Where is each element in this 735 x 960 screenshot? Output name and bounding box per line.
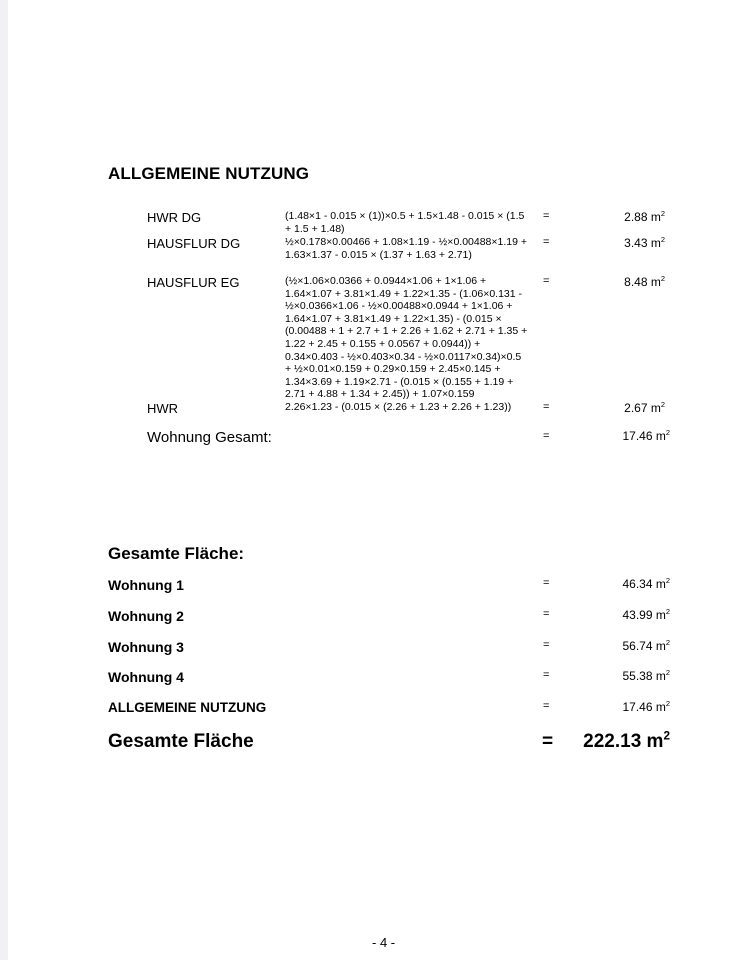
room-area: 2.88 $m^2$ xyxy=(624,209,665,224)
gesamt-row-label: Wohnung 2 xyxy=(108,608,184,624)
equals-sign: = xyxy=(543,430,550,442)
gesamt-row-value: 46.34 $m^2$ xyxy=(622,576,670,591)
wohnung-gesamt-label: Wohnung Gesamt: xyxy=(147,429,272,446)
page-number: - 4 - xyxy=(372,935,396,950)
equals-sign: = xyxy=(542,731,554,752)
room-name: HAUSFLUR DG xyxy=(147,236,241,251)
gesamt-total-value: 222.13 $m^2$ xyxy=(583,729,670,752)
wohnung-gesamt-value: 17.46 $m^2$ xyxy=(622,428,670,443)
equals-sign: = xyxy=(543,210,550,222)
equals-sign: = xyxy=(543,236,550,248)
room-formula: 2.26×1.23 - (0.015 × (2.26 + 1.23 + 2.26 + 1.23)) xyxy=(285,401,512,413)
room-name: HWR xyxy=(147,401,179,416)
gesamt-row-label: ALLGEMEINE NUTZUNG xyxy=(108,700,267,715)
equals-sign: = xyxy=(543,577,550,589)
equals-sign: = xyxy=(543,669,550,681)
gesamt-row-label: Wohnung 1 xyxy=(108,577,184,593)
section-title: ALLGEMEINE NUTZUNG xyxy=(108,164,310,183)
room-name: HWR DG xyxy=(147,210,202,225)
room-area: 2.67 $m^2$ xyxy=(624,400,665,415)
room-formula: (½×1.06×0.0366 + 0.0944×1.06 + 1×1.06 + 1.64×1.07 + 3.81×1.49 + 1.22×1.35 - (1.06×0.131 - ½×0.0366×1.06 - ½×0.00488×0.0944 + 1×1.06 + 1.64×1.07 + 3.81×1.49 + 1.22×1.35) - (0.015 × (0.00488 + 1 + 2.7 + 1 + 2.26 + 1.62 + 2.71 + 1.35 + 1.22 + 2.45 + 0.155 + 0.0567 + 0.0944)) + 0.34×0.403 - ½×0.403×0.34 - ½×0.0117×0.34)×0.5 + ½×0.01×0.159 + 0.29×0.159 + 2.45×0.145 + 1.34×3.69 + 1.19×2.71 - (0.015 × (0.155 + 1.19 + 2.71 + 4.88 + 1.34 + 2.45)) + 1.07×0.159 xyxy=(285,275,528,401)
gesamt-row-value: 43.99 $m^2$ xyxy=(622,607,670,622)
gesamt-heading: Gesamte Fläche: xyxy=(108,544,245,563)
gesamt-row-label: Wohnung 3 xyxy=(108,639,184,655)
equals-sign: = xyxy=(543,275,550,287)
equals-sign: = xyxy=(543,608,550,620)
gesamt-row-value: 56.74 $m^2$ xyxy=(622,638,670,653)
equals-sign: = xyxy=(543,639,550,651)
equals-sign: = xyxy=(543,401,550,413)
gesamt-row-label: Wohnung 4 xyxy=(108,669,184,685)
gesamt-total-label: Gesamte Fläche xyxy=(108,731,254,752)
gesamt-row-value: 17.46 $m^2$ xyxy=(622,699,670,714)
room-formula: ½×0.178×0.00466 + 1.08×1.19 - ½×0.00488×1.19 + 1.63×1.37 - 0.015 × (1.37 + 1.63 + 2.71) xyxy=(285,236,528,261)
equals-sign: = xyxy=(543,700,550,712)
room-area: 3.43 $m^2$ xyxy=(624,235,665,250)
room-formula: (1.48×1 - 0.015 × (1))×0.5 + 1.5×1.48 - 0.015 × (1.5 + 1.5 + 1.48) xyxy=(285,210,525,235)
document-page xyxy=(8,0,735,960)
gesamt-row-value: 55.38 $m^2$ xyxy=(622,668,670,683)
room-name: HAUSFLUR EG xyxy=(147,275,240,290)
room-area: 8.48 $m^2$ xyxy=(624,274,665,289)
